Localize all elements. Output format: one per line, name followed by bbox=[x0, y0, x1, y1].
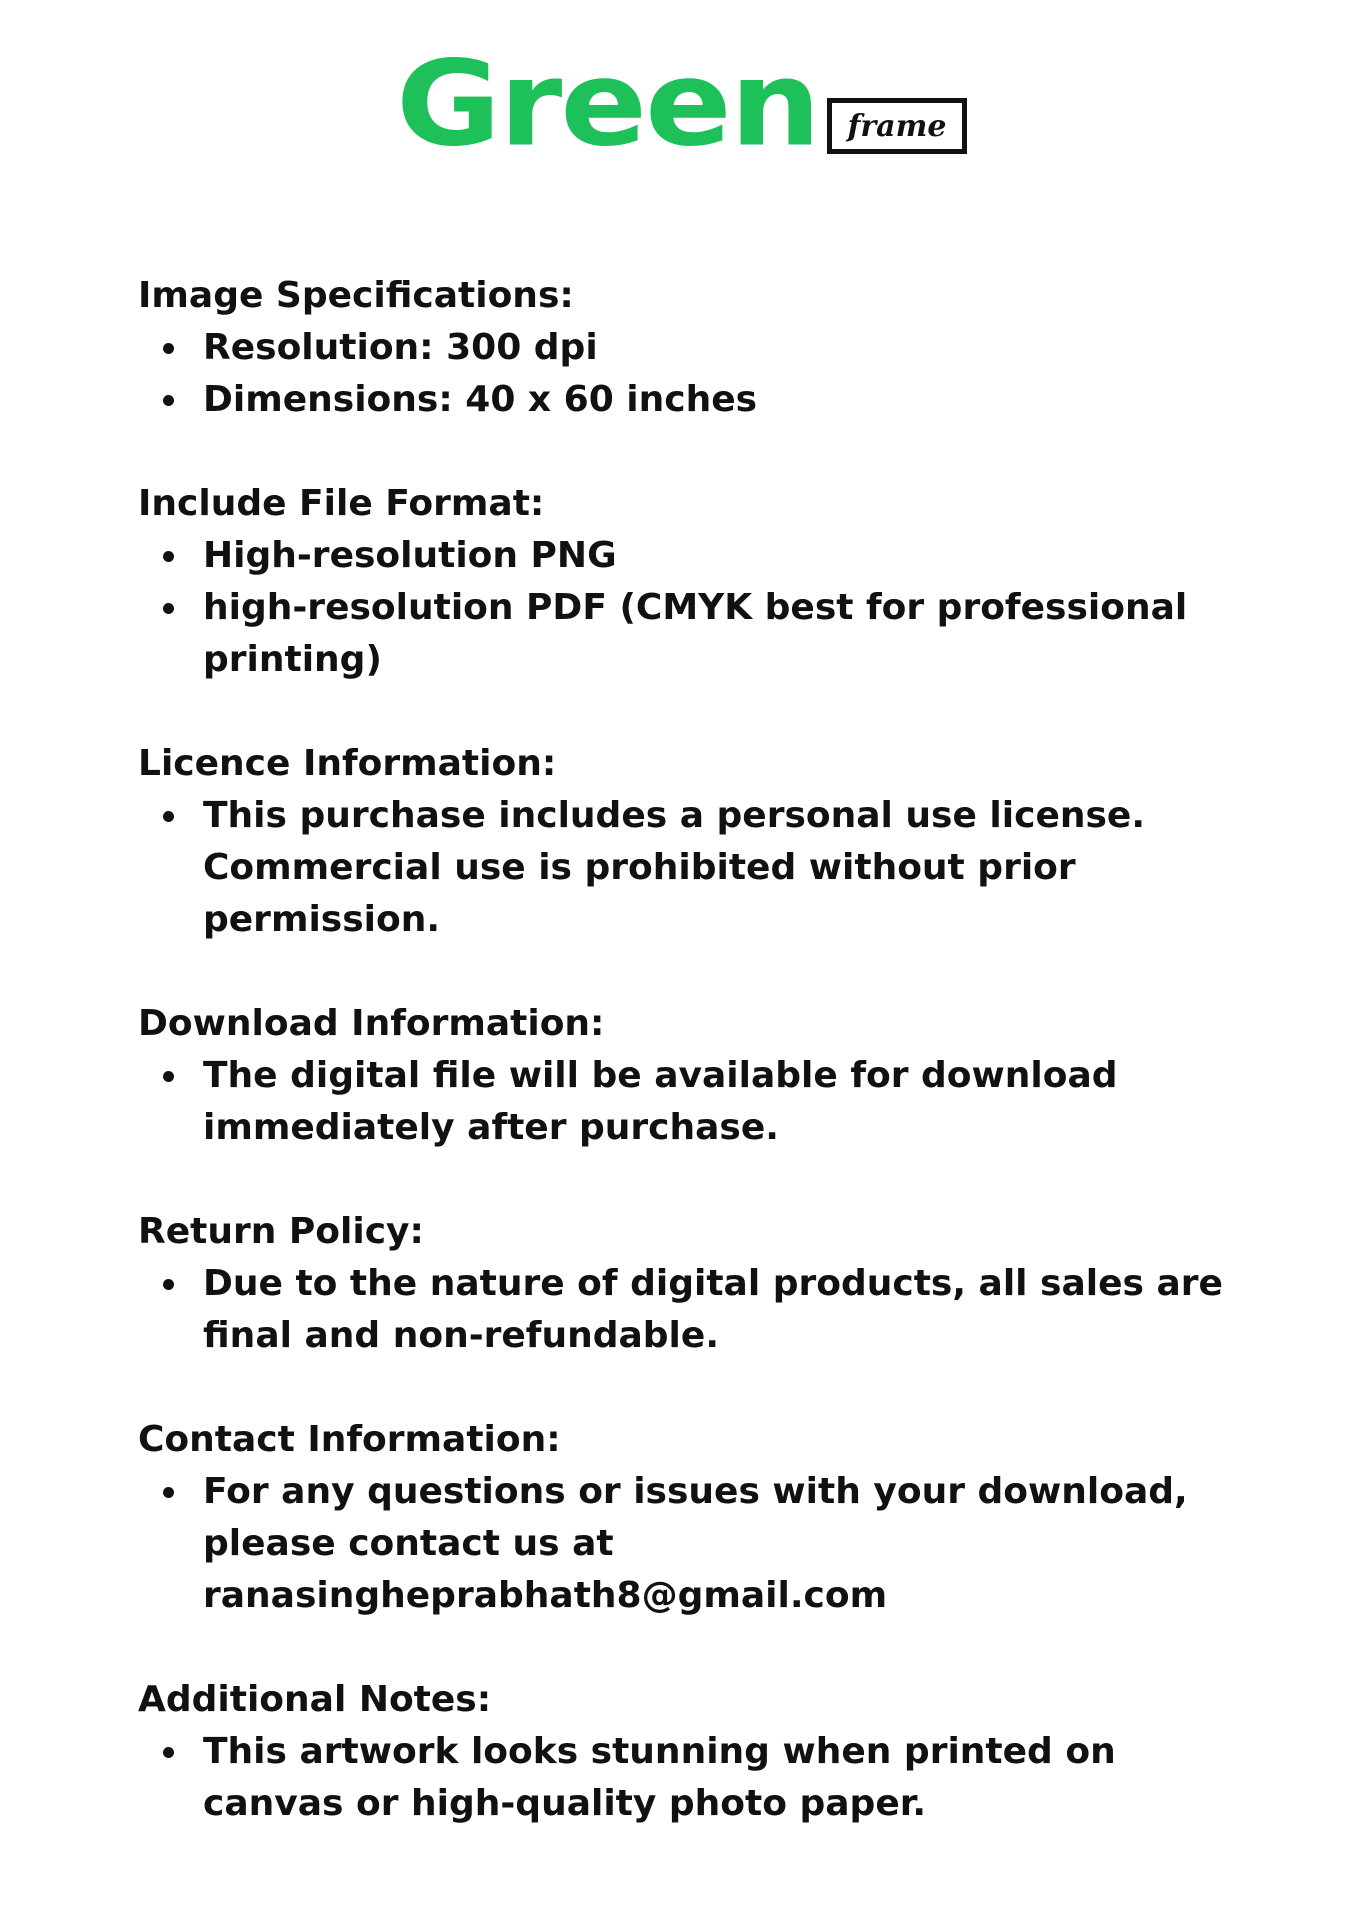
section-title: Licence Information: bbox=[138, 743, 557, 784]
list-item-text: Due to the nature of digital products, all sales are final and non-refundable. bbox=[203, 1263, 1223, 1356]
bullet-list bbox=[138, 790, 1258, 946]
section-image-specifications bbox=[138, 270, 1258, 426]
logo-frame-box bbox=[827, 98, 967, 154]
list-item-text: For any questions or issues with your download, please contact us at ranasingheprabhath8@gmail.com bbox=[203, 1471, 1188, 1616]
bullet-dot-icon bbox=[163, 1487, 174, 1498]
list-item-text: Dimensions: 40 x 60 inches bbox=[203, 379, 758, 420]
section-title: Additional Notes: bbox=[138, 1679, 492, 1720]
bullet-dot-icon bbox=[163, 603, 174, 614]
bullet-dot-icon bbox=[163, 1279, 174, 1290]
list-item bbox=[138, 530, 1258, 582]
section-licence-information bbox=[138, 738, 1258, 946]
logo-word: Green bbox=[396, 36, 819, 174]
list-item-text: This purchase includes a personal use license. Commercial use is prohibited without prior permission. bbox=[203, 795, 1146, 940]
bullet-list bbox=[138, 1258, 1258, 1362]
bullet-dot-icon bbox=[163, 811, 174, 822]
list-item-text: This artwork looks stunning when printed on canvas or high-quality photo paper. bbox=[203, 1731, 1116, 1824]
section-additional-notes bbox=[138, 1674, 1258, 1830]
section-file-format bbox=[138, 478, 1258, 686]
section-return-policy bbox=[138, 1206, 1258, 1362]
list-item bbox=[138, 1466, 1258, 1622]
list-item bbox=[138, 1258, 1258, 1362]
section-title: Image Specifications: bbox=[138, 275, 574, 316]
section-download-information bbox=[138, 998, 1258, 1154]
bullet-dot-icon bbox=[163, 395, 174, 406]
list-item bbox=[138, 582, 1258, 686]
section-title: Download Information: bbox=[138, 1003, 605, 1044]
list-item bbox=[138, 374, 1258, 426]
list-item bbox=[138, 1726, 1258, 1830]
section-title: Include File Format: bbox=[138, 483, 545, 524]
bullet-dot-icon bbox=[163, 551, 174, 562]
section-title: Contact Information: bbox=[138, 1419, 561, 1460]
bullet-list bbox=[138, 1466, 1258, 1622]
list-item-text: The digital file will be available for download immediately after purchase. bbox=[203, 1055, 1118, 1148]
bullet-list bbox=[138, 1050, 1258, 1154]
brand-logo bbox=[0, 36, 1363, 174]
list-item bbox=[138, 790, 1258, 946]
list-item-text: high-resolution PDF (CMYK best for professional printing) bbox=[203, 587, 1188, 680]
section-title: Return Policy: bbox=[138, 1211, 424, 1252]
bullet-dot-icon bbox=[163, 1071, 174, 1082]
list-item bbox=[138, 1050, 1258, 1154]
bullet-list bbox=[138, 1726, 1258, 1830]
list-item-text: Resolution: 300 dpi bbox=[203, 327, 598, 368]
bullet-list bbox=[138, 322, 1258, 426]
bullet-list bbox=[138, 530, 1258, 686]
bullet-dot-icon bbox=[163, 343, 174, 354]
section-contact-information bbox=[138, 1414, 1258, 1622]
product-info bbox=[138, 270, 1258, 1882]
logo-frame-text: frame bbox=[847, 108, 947, 144]
bullet-dot-icon bbox=[163, 1747, 174, 1758]
list-item-text: High-resolution PNG bbox=[203, 535, 617, 576]
list-item bbox=[138, 322, 1258, 374]
